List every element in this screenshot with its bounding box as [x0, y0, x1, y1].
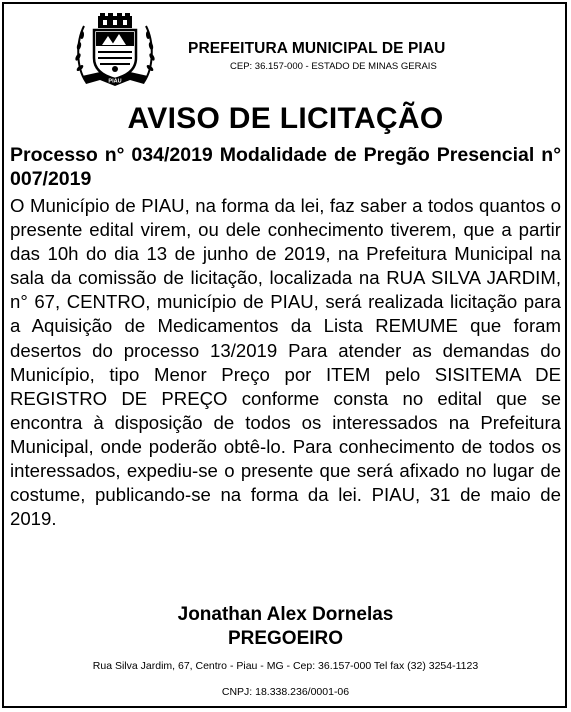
- notice-body: O Município de PIAU, na forma da lei, faz saber a todos quantos o presente edital virem, ou dele conhecimento tiverem, que a partir das 10h do dia 13 de junho de 2019, na Prefeitura Municipal na sala da comissão de licitação, localizada na RUA SILVA JARDIM, n° 67, CENTRO, município de PIAU, será realizada licitação para a Aquisição de Medicamentos da Lista REMUME que foram desertos do processo 13/2019 Para atender as demandas do Município, tipo Menor Preço por ITEM pelo SISITEMA DE REGISTRO DE PREÇO conforme consta no edital que se encontra à disposição de todos os interessados na Prefeitura Municipal, onde poderão obtê-lo. Para conhecimento de todos os interessados, expediu-se o presente que será afixado no lugar de costume, publicando-se na forma da lei. PIAU, 31 de maio de 2019.: [10, 195, 561, 530]
- signatory-role: PREGOEIRO: [227, 628, 344, 649]
- municipal-coat-of-arms: [72, 12, 158, 88]
- footer-address: Rua Silva Jardim, 67, Centro - Piau - MG - Cep: 36.157-000 Tel fax (32) 3254-1123: [92, 660, 479, 672]
- organization-name: PREFEITURA MUNICIPAL DE PIAU: [188, 40, 446, 57]
- signatory-name: Jonathan Alex Dornelas: [177, 604, 394, 625]
- notice-title: AVISO DE LICITAÇÃO: [127, 102, 444, 135]
- crest-ribbon-text: PIAU: [108, 78, 122, 85]
- footer-cnpj: CNPJ: 18.338.236/0001-06: [221, 686, 350, 698]
- organization-address: CEP: 36.157-000 - ESTADO DE MINAS GERAIS: [230, 61, 437, 72]
- process-heading: Processo n° 034/2019 Modalidade de Pregão Presencial n° 007/2019: [10, 144, 561, 190]
